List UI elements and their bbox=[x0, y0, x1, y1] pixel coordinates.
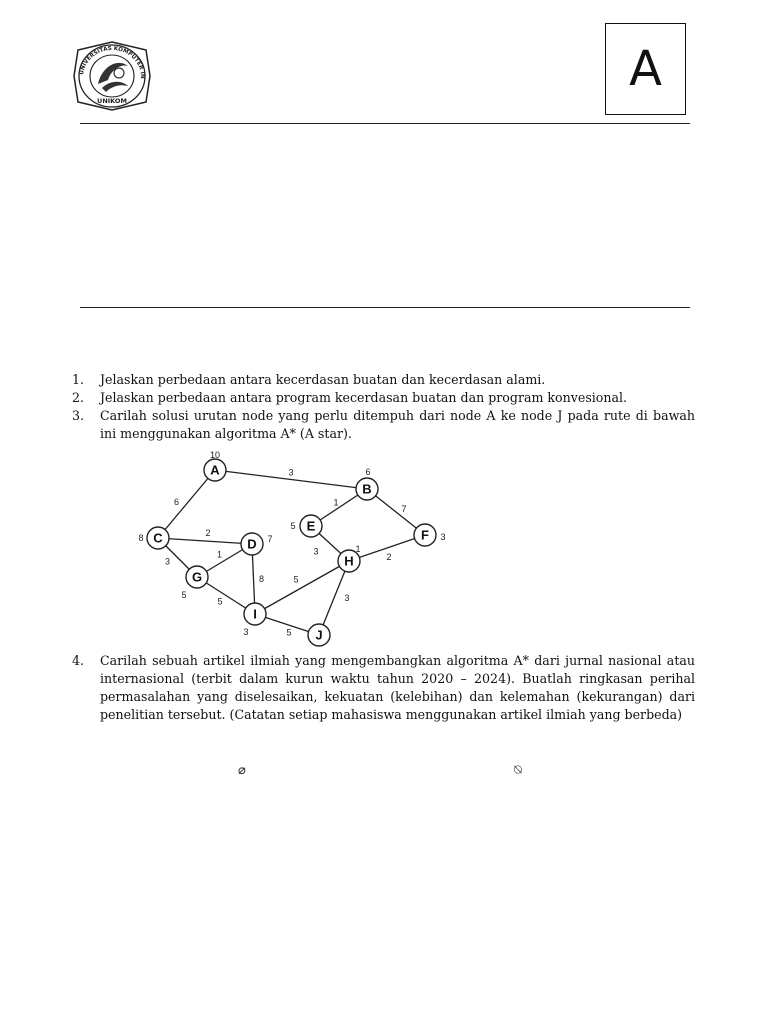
heuristic-value-label: 3 bbox=[243, 627, 249, 637]
heuristic-value-label: 3 bbox=[440, 532, 446, 542]
node-label: C bbox=[153, 530, 163, 546]
edge-weight-label: 6 bbox=[173, 497, 180, 507]
university-seal-icon bbox=[72, 40, 152, 112]
edge-weight-label: 3 bbox=[288, 467, 294, 478]
question-item bbox=[72, 389, 695, 407]
heuristic-value-label: 6 bbox=[365, 467, 371, 477]
heuristic-value-label: 7 bbox=[267, 534, 273, 544]
edge-weight-label: 2 bbox=[386, 552, 392, 562]
edge-weight-label: 7 bbox=[401, 504, 407, 514]
heuristic-value-label: 10 bbox=[209, 450, 221, 460]
node-label: B bbox=[362, 481, 372, 497]
question-item bbox=[72, 407, 695, 443]
question-item bbox=[72, 652, 695, 724]
svg-text:UNIVERSITAS KOMPUTER INDONESIA: UNIVERSITAS KOMPUTER IN bbox=[79, 45, 146, 79]
question-number: 2. bbox=[72, 390, 85, 405]
edge-weight-label: 5 bbox=[293, 574, 299, 585]
edge-weight-label: 2 bbox=[205, 528, 211, 538]
question-number: 3. bbox=[72, 408, 85, 423]
node-label: D bbox=[247, 536, 257, 552]
heuristic-value-label: 5 bbox=[181, 590, 187, 600]
section-divider bbox=[80, 307, 690, 308]
footer-mark: ⍉ bbox=[514, 763, 522, 778]
node-label: A bbox=[210, 462, 220, 478]
node-label: I bbox=[253, 606, 257, 622]
question-list bbox=[72, 371, 695, 443]
edge-weight-label: 1 bbox=[216, 549, 223, 560]
heuristic-value-label: 8 bbox=[138, 533, 144, 543]
edge-weight-label: 8 bbox=[258, 574, 265, 584]
heuristic-value-label: 5 bbox=[290, 521, 296, 531]
heuristic-value-label: 1 bbox=[355, 544, 361, 554]
footer-mark: ⌀ bbox=[238, 763, 246, 778]
edge-weight-label: 1 bbox=[333, 497, 339, 508]
header-divider bbox=[80, 123, 690, 124]
question-text: Carilah solusi urutan node yang perlu ditempuh dari node A ke node J pada rute di bawah ini menggunakan algoritma A* (A star). bbox=[100, 408, 695, 441]
edge-weight-label: 5 bbox=[217, 596, 223, 607]
node-label: E bbox=[306, 518, 316, 534]
question-text: Carilah sebuah artikel ilmiah yang mengembangkan algoritma A* dari jurnal nasional atau internasional (terbit dalam kurun waktu tahun 2020 – 2024). Buatlah ringkasan perihal permasalahan yang diselesaikan, kekuatan (kelebihan) dan kelemahan (kekurangan) dari penelitian tersebut. (Catatan setiap mahasiswa menggunakan artikel ilmiah yang berbeda) bbox=[100, 653, 695, 722]
question-number: 4. bbox=[72, 653, 85, 668]
svg-text:UNIKOM: UNIKOM bbox=[97, 97, 127, 105]
exam-version-box bbox=[605, 23, 686, 115]
graph-edge-H-I bbox=[255, 561, 349, 614]
node-label: H bbox=[344, 553, 354, 569]
edge-weight-label: 3 bbox=[344, 593, 350, 603]
question-number: 1. bbox=[72, 372, 85, 387]
node-label: J bbox=[315, 627, 323, 643]
edge-weight-label: 3 bbox=[164, 556, 171, 567]
route-graph-diagram bbox=[130, 446, 460, 650]
exam-version-letter: A bbox=[629, 41, 662, 97]
node-label: G bbox=[191, 569, 203, 585]
question-item bbox=[72, 371, 695, 389]
node-label: F bbox=[421, 527, 429, 543]
question-list bbox=[72, 652, 695, 724]
question-text: Jelaskan perbedaan antara program kecerdasan buatan dan program konvesional. bbox=[100, 390, 628, 405]
graph-edge-C-D bbox=[158, 538, 252, 544]
edge-weight-label: 3 bbox=[313, 546, 319, 557]
edge-weight-label: 5 bbox=[286, 627, 292, 638]
question-text: Jelaskan perbedaan antara kecerdasan buatan dan kecerdasan alami. bbox=[100, 372, 546, 387]
